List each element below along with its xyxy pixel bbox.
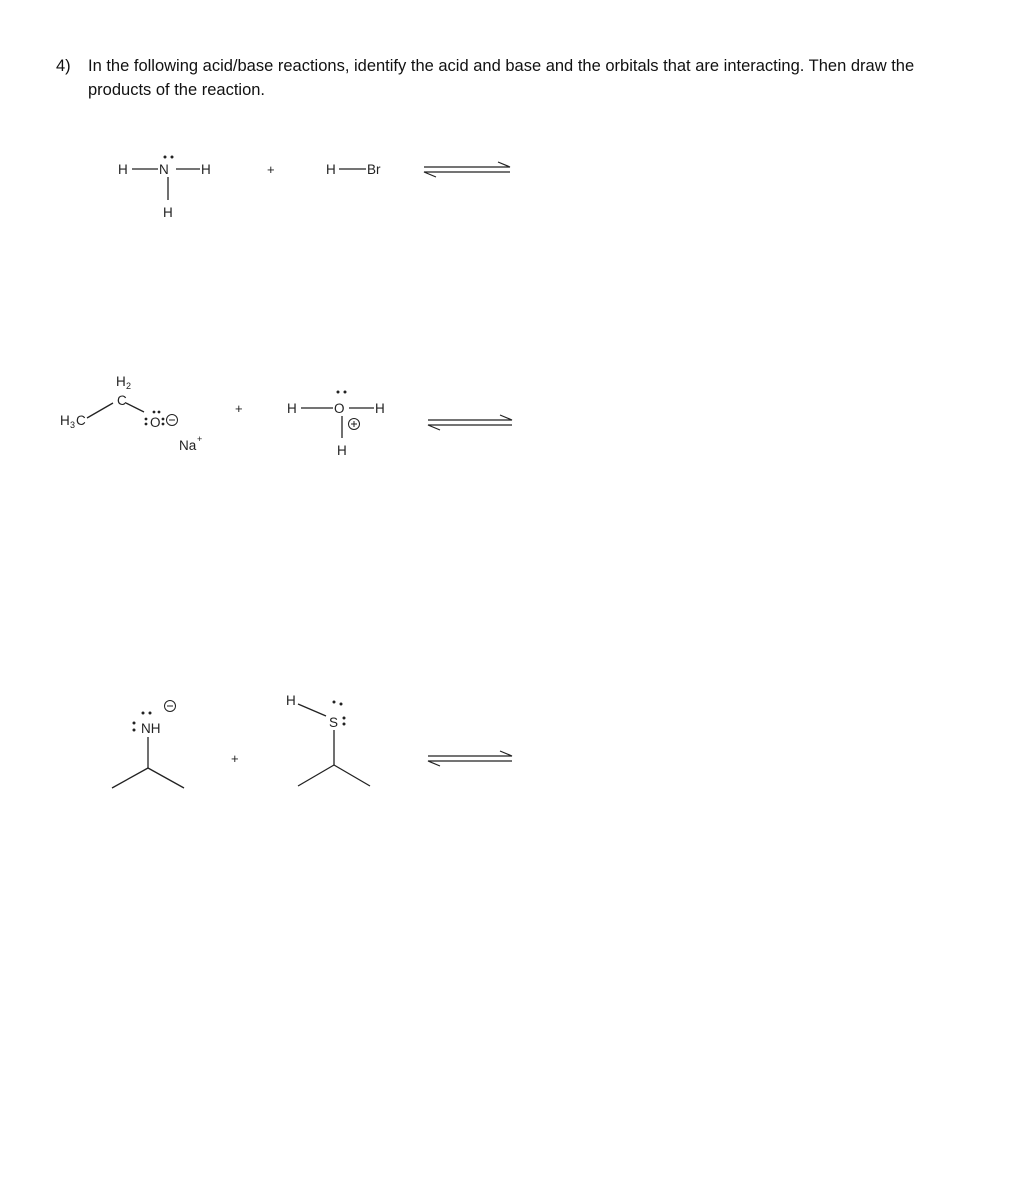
lone-pair-dot	[344, 391, 347, 394]
hydronium-h-left: H	[287, 401, 297, 416]
plus-sign: +	[231, 751, 239, 766]
sodium-ion: Na	[179, 438, 197, 453]
lone-pair-dot	[158, 411, 161, 414]
lone-pair-dot	[162, 423, 165, 426]
lone-pair-dot	[340, 703, 343, 706]
hbr-bromine: Br	[367, 162, 381, 177]
plus-sign: +	[267, 162, 275, 177]
isopropylamide	[112, 701, 184, 789]
lone-pair-dot	[133, 729, 136, 732]
ammonia-h-bottom: H	[163, 205, 173, 220]
lone-pair-dot	[343, 723, 346, 726]
reaction-2	[60, 374, 512, 458]
lone-pair-dot	[145, 423, 148, 426]
ammonia	[118, 156, 211, 221]
lone-pair-dot	[343, 717, 346, 720]
methyl-carbon: C	[76, 413, 86, 428]
ammonia-h-right: H	[201, 162, 211, 177]
ammonia-h-left: H	[118, 162, 128, 177]
c-c-bond-right	[148, 768, 184, 788]
question-text: In the following acid/base reactions, identify the acid and base and the orbitals that are interacting. Then draw the products of the reaction.	[88, 57, 915, 99]
c-o-bond	[126, 403, 144, 412]
lone-pair-dot	[162, 418, 165, 421]
s-h-bond	[298, 704, 326, 716]
hydrogen-bromide	[326, 162, 381, 177]
c-c-bond-left	[112, 768, 148, 788]
question-number: 4)	[56, 57, 71, 75]
equilibrium-arrow	[424, 162, 510, 177]
sodium-charge: +	[197, 434, 203, 444]
hydronium-h-right: H	[375, 401, 385, 416]
methyl-subscript: 3	[70, 420, 76, 430]
amide-nh: NH	[141, 721, 161, 736]
equilibrium-arrow	[428, 415, 512, 430]
hydronium-oxygen: O	[334, 401, 345, 416]
lone-pair-dot	[145, 418, 148, 421]
reaction-3	[112, 693, 512, 788]
methylene-carbon: C	[117, 393, 127, 408]
isopropyl-thiol	[286, 693, 370, 786]
negative-charge-icon	[167, 415, 178, 426]
lone-pair-dot	[142, 712, 145, 715]
reaction-1	[118, 156, 510, 221]
lone-pair-dot	[333, 701, 336, 704]
methyl-h: H	[60, 413, 70, 428]
hbr-hydrogen: H	[326, 162, 336, 177]
methylene-subscript: 2	[126, 381, 132, 391]
lone-pair-dot	[171, 156, 174, 159]
hydronium-h-bottom: H	[337, 443, 347, 458]
c-c-bond-right	[334, 765, 370, 786]
lone-pair-dot	[153, 411, 156, 414]
lone-pair-dot	[149, 712, 152, 715]
ammonia-nitrogen: N	[159, 162, 169, 177]
thiol-sulfur: S	[329, 715, 339, 730]
alkoxide-oxygen: O	[150, 415, 161, 430]
equilibrium-arrow	[428, 751, 512, 766]
c-c-bond-left	[298, 765, 334, 786]
lone-pair-dot	[164, 156, 167, 159]
methylene-h: H	[116, 374, 126, 389]
c-c-bond	[87, 403, 113, 418]
positive-charge-icon	[349, 419, 360, 430]
ethoxide-sodium	[60, 374, 202, 453]
lone-pair-dot	[133, 722, 136, 725]
hydronium	[287, 391, 385, 459]
plus-sign: +	[235, 401, 243, 416]
lone-pair-dot	[337, 391, 340, 394]
negative-charge-icon	[165, 701, 176, 712]
thiol-hydrogen: H	[286, 693, 296, 708]
